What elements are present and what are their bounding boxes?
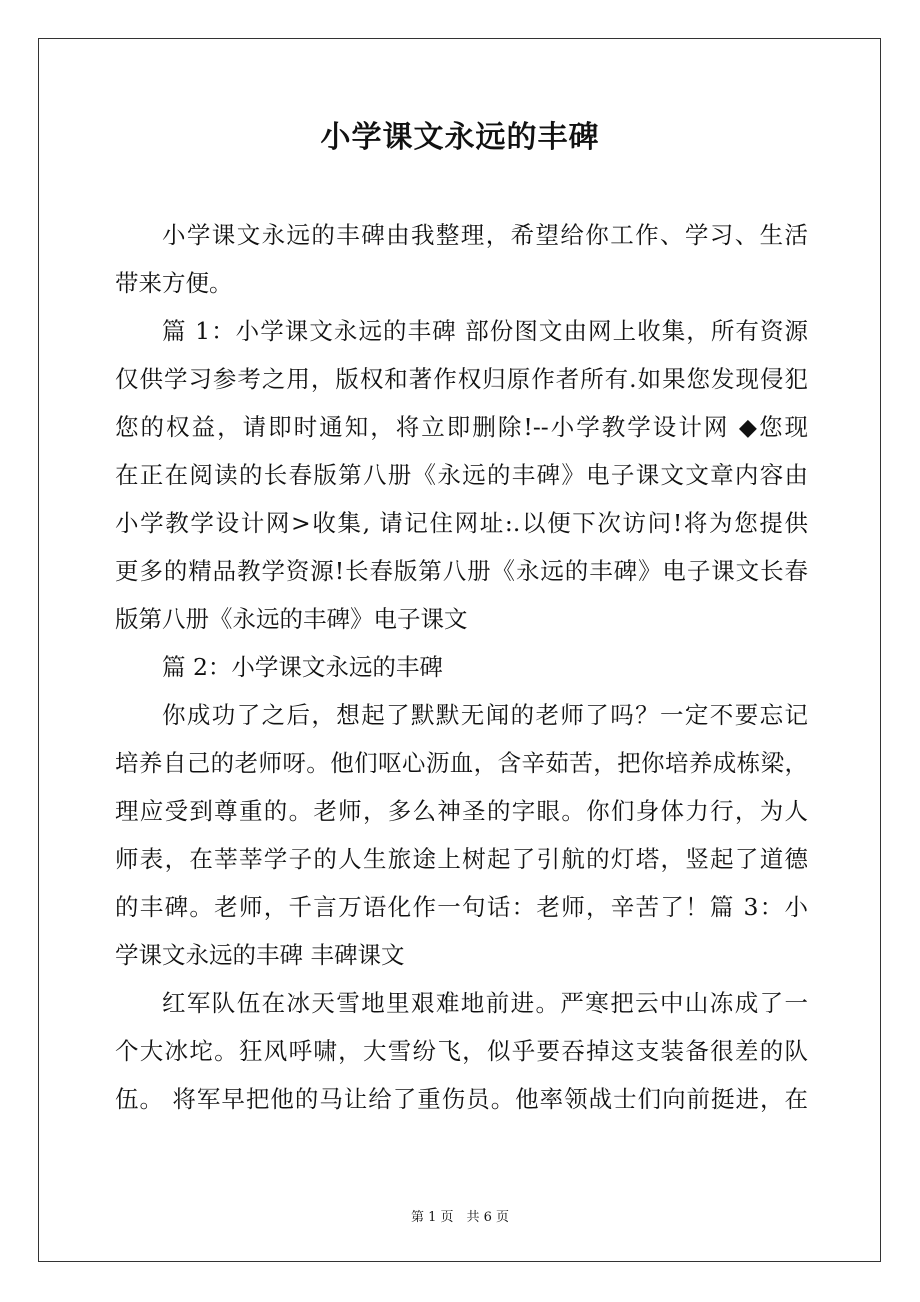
- text-line: 你成功了之后，想起了默默无闻的老师了吗？一定不要忘记: [162, 701, 808, 729]
- text-line: 的丰碑。老师，千言万语化作一句话：老师，辛苦了！篇 3：小: [115, 893, 808, 921]
- text-line: 版第八册《永远的丰碑》电子课文: [115, 605, 468, 633]
- paragraph: [115, 307, 808, 643]
- text-line: 学课文永远的丰碑 丰碑课文: [115, 941, 405, 969]
- document-title: 小学课文永远的丰碑: [320, 120, 600, 155]
- text-line: 理应受到尊重的。老师，多么神圣的字眼。你们身体力行，为人: [115, 797, 808, 825]
- document-body: [115, 211, 808, 1123]
- text-line: 小学课文永远的丰碑由我整理，希望给你工作、学习、生活: [162, 221, 808, 249]
- text-line: 在正在阅读的长春版第八册《永远的丰碑》电子课文文章内容由: [115, 461, 808, 489]
- text-line: 带来方便。: [115, 269, 233, 297]
- text-line: 小学教学设计网>收集, 请记住网址:.以便下次访问!将为您提供: [115, 509, 808, 537]
- paragraph: [115, 691, 808, 979]
- text-line: 仅供学习参考之用，版权和著作权归原作者所有.如果您发现侵犯: [115, 365, 808, 393]
- text-line: 个大冰坨。狂风呼啸，大雪纷飞，似乎要吞掉这支装备很差的队: [115, 1037, 808, 1065]
- text-line: 更多的精品教学资源!长春版第八册《永远的丰碑》电子课文长春: [115, 557, 808, 585]
- text-line: 师表，在莘莘学子的人生旅途上树起了引航的灯塔，竖起了道德: [115, 845, 808, 873]
- text-line: 您的权益，请即时通知，将立即删除!--小学教学设计网 ◆您现: [115, 413, 808, 441]
- paragraph: [115, 979, 808, 1123]
- text-line: 篇 1：小学课文永远的丰碑 部份图文由网上收集，所有资源: [162, 317, 808, 345]
- text-line: 篇 2：小学课文永远的丰碑: [162, 653, 443, 681]
- page-footer: 第 1 页 共 6 页: [410, 1210, 510, 1225]
- text-line: 红军队伍在冰天雪地里艰难地前进。严寒把云中山冻成了一: [162, 989, 808, 1017]
- text-line: 伍。 将军早把他的马让给了重伤员。他率领战士们向前挺进，在: [115, 1085, 808, 1113]
- paragraph: [115, 643, 808, 691]
- paragraph: [115, 211, 808, 307]
- text-line: 培养自己的老师呀。他们呕心沥血，含辛茹苦，把你培养成栋梁，: [115, 749, 808, 777]
